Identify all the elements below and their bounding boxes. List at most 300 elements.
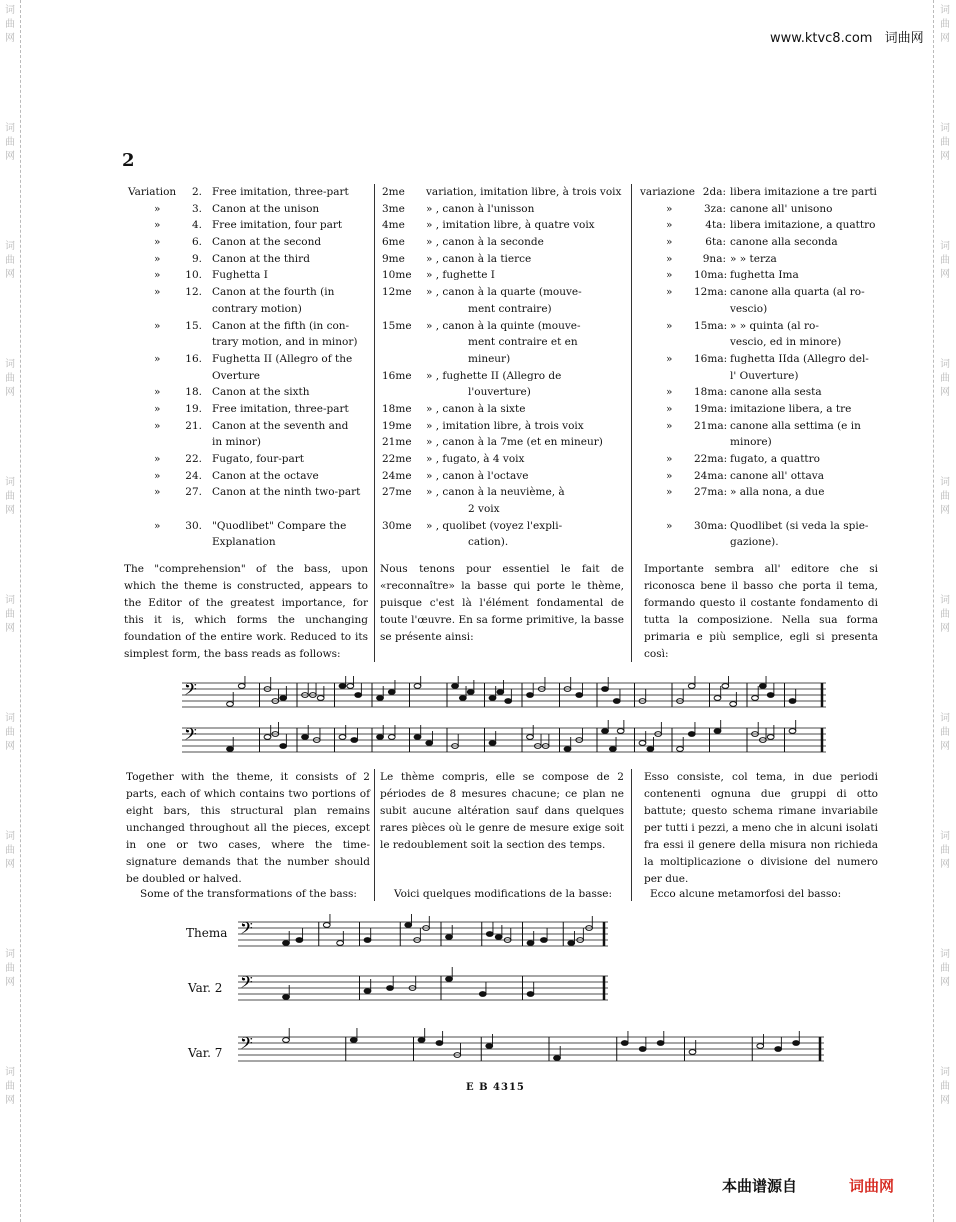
row-label: » xyxy=(666,519,673,532)
row-text: variation, imitation libre, à trois voix xyxy=(426,186,622,198)
watermark-char: 网 xyxy=(5,151,15,162)
row-text: 2 voix xyxy=(468,503,500,516)
row-text: gazione). xyxy=(730,536,779,549)
note-head xyxy=(639,1047,646,1052)
watermark-char: 词 xyxy=(5,241,15,252)
row-text: Canon at the ninth two-part xyxy=(212,486,361,499)
table-row xyxy=(128,468,370,485)
row-number: 18. xyxy=(185,386,202,399)
row-number: 21ma: xyxy=(694,419,728,432)
note-head xyxy=(489,741,496,746)
row-label: » xyxy=(154,319,161,332)
row-number: 4. xyxy=(191,219,202,232)
site-url[interactable]: www.ktvc8.com xyxy=(770,31,873,46)
table-row xyxy=(640,484,880,501)
row-label: » xyxy=(154,453,161,465)
table-row xyxy=(382,267,628,284)
row-number: 12. xyxy=(185,286,202,299)
row-text: » , imitation libre, à trois voix xyxy=(426,419,584,432)
row-number: 21me xyxy=(382,436,412,449)
site-header[interactable] xyxy=(770,27,924,46)
row-number: 12me xyxy=(382,286,412,299)
note-head xyxy=(280,744,287,749)
middle-french: Le thème compris, elle se compose de 2 périodes de 8 mesures chacune; ce plan ne subit aucune altération sauf dans quelques rares pièces où le genre de mesure exige soit le redoublement soit la section des temps. xyxy=(380,771,624,851)
watermark-char: 曲 xyxy=(940,1081,950,1092)
table-row xyxy=(640,251,880,268)
note-head xyxy=(280,696,287,701)
row-text: "Quodlibet" Compare the xyxy=(212,519,347,532)
note-head xyxy=(657,1041,664,1046)
row-number: 24ma: xyxy=(694,469,728,482)
row-text: » , imitation libre, à quatre voix xyxy=(426,219,595,232)
row-text: libera imitazione, a quattro xyxy=(730,219,876,232)
row-text: Explanation xyxy=(212,536,276,549)
row-text: » , canon à l'octave xyxy=(426,469,529,482)
page-number: 2 xyxy=(122,150,135,171)
table-row xyxy=(128,284,370,301)
watermark-char: 网 xyxy=(5,741,15,752)
table-row xyxy=(640,434,880,451)
row-text: Canon at the unison xyxy=(212,202,320,215)
row-label: » xyxy=(154,236,161,249)
row-number: 9na: xyxy=(702,252,726,265)
row-text: l'ouverture) xyxy=(468,386,531,399)
row-text: l' Ouverture) xyxy=(730,369,799,382)
note-head xyxy=(527,941,534,946)
row-label: » xyxy=(666,352,673,365)
row-number: 10ma: xyxy=(694,269,728,282)
note-head xyxy=(767,735,774,740)
row-text: Free imitation, three-part xyxy=(212,402,349,415)
intro-english: The "comprehension" of the bass, upon which the theme is constructed, appears to the Editor of the greatest importance, for this it is, which forms the unchanging foundation of the entire work. Reduced to its simplest form, the bass reads as follows: xyxy=(124,563,368,660)
row-number: 27me xyxy=(382,486,412,499)
table-row xyxy=(128,534,370,551)
watermark-char: 网 xyxy=(940,269,950,280)
note-head xyxy=(264,735,271,740)
row-label: » xyxy=(666,453,673,465)
column-divider xyxy=(374,769,375,901)
watermark-char: 网 xyxy=(5,1095,15,1106)
watermark-char: 词 xyxy=(940,477,950,488)
note-head xyxy=(752,696,759,701)
table-row xyxy=(128,484,370,501)
note-head xyxy=(426,741,433,746)
table-row xyxy=(640,318,880,335)
note-head xyxy=(647,747,654,752)
row-label: » xyxy=(154,486,161,499)
row-number: 16ma: xyxy=(694,352,728,365)
row-label: » xyxy=(666,219,673,232)
row-number: 12ma: xyxy=(694,286,728,299)
note-head xyxy=(689,1050,696,1055)
note-head xyxy=(405,923,412,928)
row-label: » xyxy=(666,386,673,399)
watermark-char: 网 xyxy=(940,741,950,752)
note-head xyxy=(283,995,290,1000)
watermark-char: 词 xyxy=(5,123,15,134)
row-number: 15. xyxy=(185,319,202,332)
watermark-char: 网 xyxy=(940,1095,950,1106)
note-head xyxy=(617,729,624,734)
row-text: Fugato, four-part xyxy=(212,453,305,465)
note-head xyxy=(757,1044,764,1049)
watermark-char: 曲 xyxy=(940,609,950,620)
label-var7: Var. 7 xyxy=(188,1046,223,1060)
column-divider xyxy=(631,769,632,901)
row-label: » xyxy=(666,402,673,415)
row-number: 15ma: xyxy=(694,319,728,332)
watermark-char: 曲 xyxy=(5,727,15,738)
row-label: » xyxy=(666,236,673,249)
row-number: 9me xyxy=(382,252,405,265)
row-number: 27ma: xyxy=(694,486,728,499)
intro-french: Nous tenons pour essentiel le fait de «reconnaître» la basse qui porte le thème, puisque c'est là l'élément fondamental de toute l'œuvre. En sa forme primitive, la basse se présente ainsi: xyxy=(380,563,624,643)
note-head xyxy=(527,693,534,698)
note-head xyxy=(388,735,395,740)
row-label: » xyxy=(154,252,161,265)
row-text: trary motion, and in minor) xyxy=(212,336,358,349)
row-number: 30me xyxy=(382,519,412,532)
table-row xyxy=(382,234,628,251)
table-row xyxy=(128,301,370,318)
staff-var7 xyxy=(238,1028,826,1070)
table-row xyxy=(128,451,370,468)
note-head xyxy=(227,747,234,752)
watermark-char: 词 xyxy=(940,5,950,16)
table-row xyxy=(640,468,880,485)
row-number: 4ta: xyxy=(705,219,726,232)
table-row xyxy=(128,267,370,284)
row-text: » alla nona, a due xyxy=(730,486,825,499)
row-number: 22ma: xyxy=(694,453,728,465)
note-head xyxy=(355,693,362,698)
row-text: » , fughette II (Allegro de xyxy=(426,369,562,382)
row-text: Canon at the fourth (in xyxy=(212,286,335,299)
note-head xyxy=(302,735,309,740)
note-head xyxy=(730,702,737,707)
row-text: Canon at the sixth xyxy=(212,386,310,399)
row-number: 3. xyxy=(191,202,202,215)
note-head xyxy=(317,696,324,701)
row-text: cation). xyxy=(468,536,509,549)
row-label: » xyxy=(154,202,161,215)
middle-french-last: Voici quelques modifications de la basse: xyxy=(394,888,612,900)
watermark-char: 曲 xyxy=(940,727,950,738)
row-text: Free imitation, four part xyxy=(212,219,343,232)
row-label: » xyxy=(666,269,673,282)
row-text: fughetta IIda (Allegro del- xyxy=(730,352,869,365)
note-head xyxy=(452,684,459,689)
table-row xyxy=(382,334,628,351)
row-number: 22me xyxy=(382,453,412,465)
note-head xyxy=(227,702,234,707)
note-head xyxy=(364,989,371,994)
watermark-char: 网 xyxy=(5,33,15,44)
note-head xyxy=(414,735,421,740)
row-text: Canon at the octave xyxy=(212,469,319,482)
table-row xyxy=(640,518,880,535)
watermark-char: 词 xyxy=(5,713,15,724)
table-row xyxy=(382,201,628,218)
table-row xyxy=(640,217,880,234)
watermark-char: 词 xyxy=(5,949,15,960)
source-brand[interactable]: 词曲网 xyxy=(849,1177,895,1195)
watermark-char: 曲 xyxy=(940,373,950,384)
note-head xyxy=(639,741,646,746)
row-text: canone all' unisono xyxy=(730,202,833,215)
watermark-char: 词 xyxy=(940,595,950,606)
bass-staff-2 xyxy=(182,720,828,760)
watermark-char: 网 xyxy=(5,859,15,870)
row-number: 30ma: xyxy=(694,519,728,532)
bass-clef: 𝄢 xyxy=(240,918,253,942)
table-row xyxy=(382,451,628,468)
table-french xyxy=(382,184,628,551)
note-head xyxy=(377,735,384,740)
note-head xyxy=(339,684,346,689)
row-label: » xyxy=(666,469,673,482)
table-row xyxy=(382,384,628,401)
row-label: » xyxy=(154,352,161,365)
row-number: 10me xyxy=(382,269,412,282)
note-head xyxy=(486,932,493,937)
watermark-char: 曲 xyxy=(5,255,15,266)
note-head xyxy=(576,693,583,698)
watermark-char: 词 xyxy=(5,477,15,488)
row-text: Overture xyxy=(212,369,260,382)
watermark-char: 曲 xyxy=(5,19,15,30)
row-number: 3za: xyxy=(703,202,726,215)
watermark-char: 词 xyxy=(940,1067,950,1078)
row-text: vescio, ed in minore) xyxy=(730,336,842,349)
table-row xyxy=(128,251,370,268)
table-row xyxy=(382,184,628,201)
table-row xyxy=(382,368,628,385)
middle-italian-last: Ecco alcune metamorfosi del basso: xyxy=(650,888,842,900)
row-label: » xyxy=(154,286,161,299)
table-row xyxy=(640,401,880,418)
row-text: canone all' ottava xyxy=(730,469,824,482)
watermark-char: 网 xyxy=(940,33,950,44)
row-label: » xyxy=(666,286,673,299)
watermark-char: 网 xyxy=(940,623,950,634)
middle-english: Together with the theme, it consists of 2 parts, each of which contains two portions of eight bars, this structural plan remains unchanged throughout all the pieces, except in one or two cases, where the time-signature demands that the number should be doubled or halved. xyxy=(126,771,370,885)
row-text: » , canon à l'unisson xyxy=(426,202,535,215)
row-text: canone alla sesta xyxy=(730,386,822,399)
note-head xyxy=(283,941,290,946)
site-brand[interactable]: 词曲网 xyxy=(884,31,924,46)
table-row xyxy=(128,368,370,385)
note-head xyxy=(479,992,486,997)
table-row xyxy=(128,234,370,251)
note-head xyxy=(505,699,512,704)
watermark-char: 词 xyxy=(940,713,950,724)
watermark-char: 曲 xyxy=(940,491,950,502)
note-head xyxy=(446,977,453,982)
table-row xyxy=(128,418,370,435)
table-row xyxy=(382,434,628,451)
catalog-number: E B 4315 xyxy=(466,1082,525,1093)
bass-staff-1 xyxy=(182,676,828,714)
note-head xyxy=(613,699,620,704)
row-number: 10. xyxy=(185,269,202,282)
row-number: 3me xyxy=(382,202,405,215)
note-head xyxy=(759,684,766,689)
row-text: » » terza xyxy=(730,252,777,265)
row-label: » xyxy=(666,419,673,432)
row-number: 22. xyxy=(185,453,202,465)
note-head xyxy=(337,941,344,946)
table-row xyxy=(128,184,370,201)
note-head xyxy=(722,684,729,689)
table-row xyxy=(128,217,370,234)
row-label: » xyxy=(154,219,161,232)
watermark-char: 曲 xyxy=(5,963,15,974)
label-theme: Thema xyxy=(186,926,228,940)
row-text: Canon at the fifth (in con- xyxy=(212,319,350,332)
table-row xyxy=(382,217,628,234)
row-text: » , canon à la neuvième, à xyxy=(426,486,565,499)
row-number: 24me xyxy=(382,469,412,482)
note-head xyxy=(467,690,474,695)
row-number: 4me xyxy=(382,219,405,232)
row-text: » , canon à la quinte (mouve- xyxy=(426,319,581,332)
column-divider xyxy=(631,184,632,662)
row-number: 18me xyxy=(382,402,412,415)
row-text: » , canon à la quarte (mouve- xyxy=(426,286,582,299)
watermark-char: 曲 xyxy=(5,845,15,856)
watermark-char: 曲 xyxy=(940,845,950,856)
row-text: fugato, a quattro xyxy=(730,453,820,465)
table-row xyxy=(382,318,628,335)
row-text: imitazione libera, a tre xyxy=(730,402,852,415)
note-head xyxy=(714,729,721,734)
intro-italian: Importante sembra all' editore che si riconosca bene il basso che porta il tema, formando questo il costante fondamento di tutta la composizione. Nella sua forma primaria e più semplice, egli si presenta così: xyxy=(644,563,878,660)
note-head xyxy=(489,696,496,701)
watermark-char: 网 xyxy=(5,623,15,634)
row-text: mineur) xyxy=(468,352,511,365)
note-head xyxy=(323,923,330,928)
note-head xyxy=(527,735,534,740)
watermark-char: 曲 xyxy=(940,255,950,266)
row-text: Canon at the second xyxy=(212,236,322,249)
watermark-char: 曲 xyxy=(940,963,950,974)
row-text: ment contraire) xyxy=(468,302,552,315)
row-text: Quodlibet (si veda la spie- xyxy=(730,519,869,532)
table-row xyxy=(640,534,880,551)
note-head xyxy=(436,1041,443,1046)
note-head xyxy=(364,938,371,943)
note-head xyxy=(789,699,796,704)
table-row xyxy=(640,201,880,218)
note-head xyxy=(347,684,354,689)
note-head xyxy=(350,1038,357,1043)
note-head xyxy=(677,747,684,752)
note-head xyxy=(486,1044,493,1049)
table-row xyxy=(640,301,880,318)
watermark-char: 词 xyxy=(5,359,15,370)
row-number: 24. xyxy=(185,469,202,482)
row-number: 18ma: xyxy=(694,386,728,399)
table-italian xyxy=(640,184,880,551)
table-row xyxy=(382,284,628,301)
table-row xyxy=(128,434,370,451)
source-text: 本曲谱源自 xyxy=(722,1177,798,1195)
row-number: 19ma: xyxy=(694,402,728,415)
row-label: Variation xyxy=(128,186,177,198)
table-row xyxy=(640,234,880,251)
watermark-char: 词 xyxy=(940,831,950,842)
watermark-char: 曲 xyxy=(5,373,15,384)
note-head xyxy=(568,941,575,946)
watermark-char: 词 xyxy=(940,949,950,960)
note-head xyxy=(775,1047,782,1052)
table-row xyxy=(382,351,628,368)
note-head xyxy=(767,693,774,698)
table-row xyxy=(382,251,628,268)
table-row xyxy=(382,418,628,435)
source-banner[interactable] xyxy=(722,1175,894,1196)
watermark-char: 网 xyxy=(5,269,15,280)
watermark-char: 网 xyxy=(940,505,950,516)
watermark-char: 曲 xyxy=(5,491,15,502)
table-row xyxy=(128,351,370,368)
note-head xyxy=(238,684,245,689)
row-number: 9. xyxy=(191,252,202,265)
row-text: Canon at the seventh and xyxy=(212,419,349,432)
table-row xyxy=(640,351,880,368)
row-text: » , fugato, à 4 voix xyxy=(426,453,525,465)
note-head xyxy=(688,684,695,689)
note-head xyxy=(377,696,384,701)
row-text: libera imitazione a tre parti xyxy=(730,186,877,198)
watermark-char: 词 xyxy=(5,595,15,606)
row-label: » xyxy=(666,319,673,332)
table-row xyxy=(128,201,370,218)
note-head xyxy=(497,690,504,695)
note-head xyxy=(602,729,609,734)
row-number: 19. xyxy=(185,402,202,415)
watermark-char: 词 xyxy=(5,831,15,842)
middle-english-last: Some of the transformations of the bass: xyxy=(140,888,357,900)
note-head xyxy=(283,1038,290,1043)
row-number: 27. xyxy=(185,486,202,499)
row-text: » , quolibet (voyez l'expli- xyxy=(426,519,563,532)
watermark-char: 曲 xyxy=(5,1081,15,1092)
row-number: 30. xyxy=(185,519,202,532)
watermark-char: 网 xyxy=(940,859,950,870)
row-text: contrary motion) xyxy=(212,302,302,315)
row-number: 19me xyxy=(382,419,412,432)
row-number: 6. xyxy=(191,236,202,249)
note-head xyxy=(714,696,721,701)
row-text: » , fughette I xyxy=(426,269,495,282)
row-label: » xyxy=(154,386,161,399)
row-label: » xyxy=(154,419,161,432)
row-text: » , canon à la sixte xyxy=(426,402,526,415)
row-text: » » quinta (al ro- xyxy=(730,319,819,332)
row-text: Canon at the third xyxy=(212,252,310,265)
note-head xyxy=(339,735,346,740)
row-text: Fughetta II (Allegro of the xyxy=(212,352,353,365)
row-label: » xyxy=(666,202,673,215)
column-divider xyxy=(374,184,375,662)
row-text: minore) xyxy=(730,436,772,449)
row-text: in minor) xyxy=(212,436,261,449)
watermark-char: 词 xyxy=(940,359,950,370)
watermark-char: 词 xyxy=(5,1067,15,1078)
watermark-char: 曲 xyxy=(5,609,15,620)
